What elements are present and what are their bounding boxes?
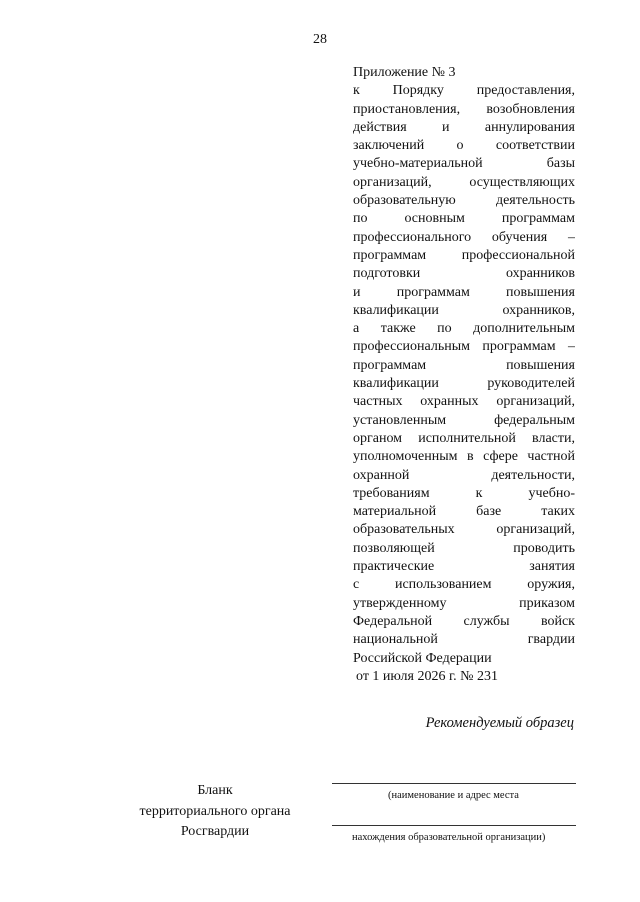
appendix-line: по основным программам [353, 211, 575, 227]
blank-line-2: территориального органа [139, 803, 291, 819]
appendix-line: приостановления, возобновления [353, 101, 575, 117]
appendix-line: уполномоченным в сфере частной [353, 449, 575, 465]
appendix-line: учебно-материальной базы [353, 156, 575, 172]
appendix-line: образовательную деятельность [353, 193, 575, 209]
appendix-line: органом исполнительной власти, [353, 430, 575, 446]
field-line-1 [332, 783, 576, 784]
appendix-line: программам повышения [353, 357, 575, 373]
field-caption-1: (наименование и адрес места [388, 790, 519, 801]
blank-line-1: Бланк [197, 783, 233, 798]
appendix-line: и программам повышения [353, 284, 575, 300]
appendix-line: установленным федеральным [353, 412, 575, 428]
appendix-line: практические занятия [353, 559, 575, 575]
blank-block [100, 781, 330, 843]
appendix-line: а также по дополнительным [353, 321, 575, 337]
appendix-line: действия и аннулирования [353, 119, 575, 135]
field-line-2 [332, 825, 576, 826]
appendix-line: частных охранных организаций, [353, 394, 575, 410]
appendix-line: подготовки охранников [353, 266, 575, 282]
appendix-line: к Порядку предоставления, [353, 83, 575, 99]
appendix-line: с использованием оружия, [353, 577, 575, 593]
appendix-line: утвержденному приказом [353, 595, 575, 611]
appendix-line: профессиональным программам – [353, 339, 575, 355]
appendix-line: национальной гвардии [353, 632, 575, 648]
field-caption-2: нахождения образовательной организации) [352, 832, 546, 843]
appendix-line: профессионального обучения – [353, 229, 575, 245]
appendix-line: квалификации охранников, [353, 302, 575, 318]
recommended-sample-label: Рекомендуемый образец [425, 715, 574, 731]
appendix-lines [353, 82, 575, 668]
appendix-line: требованиям к учебно- [353, 485, 575, 501]
appendix-line: позволяющей проводить [353, 540, 575, 556]
appendix-line: охранной деятельности, [353, 467, 575, 483]
blank-line-3: Росгвардии [180, 824, 250, 839]
appendix-line: квалификации руководителей [353, 376, 575, 392]
order-reference: от 1 июля 2026 г. № 231 [356, 669, 498, 684]
appendix-line: образовательных организаций, [353, 522, 575, 538]
appendix-block [353, 64, 575, 668]
appendix-line: программам профессиональной [353, 247, 575, 263]
appendix-line: заключений о соответствии [353, 138, 575, 154]
appendix-title: Приложение № 3 [353, 65, 456, 80]
appendix-line: Федеральной службы войск [353, 613, 575, 629]
appendix-line: материальной базе таких [353, 504, 575, 520]
appendix-line: Российской Федерации [353, 650, 492, 666]
appendix-line: организаций, осуществляющих [353, 174, 575, 190]
page-number: 28 [313, 32, 327, 47]
